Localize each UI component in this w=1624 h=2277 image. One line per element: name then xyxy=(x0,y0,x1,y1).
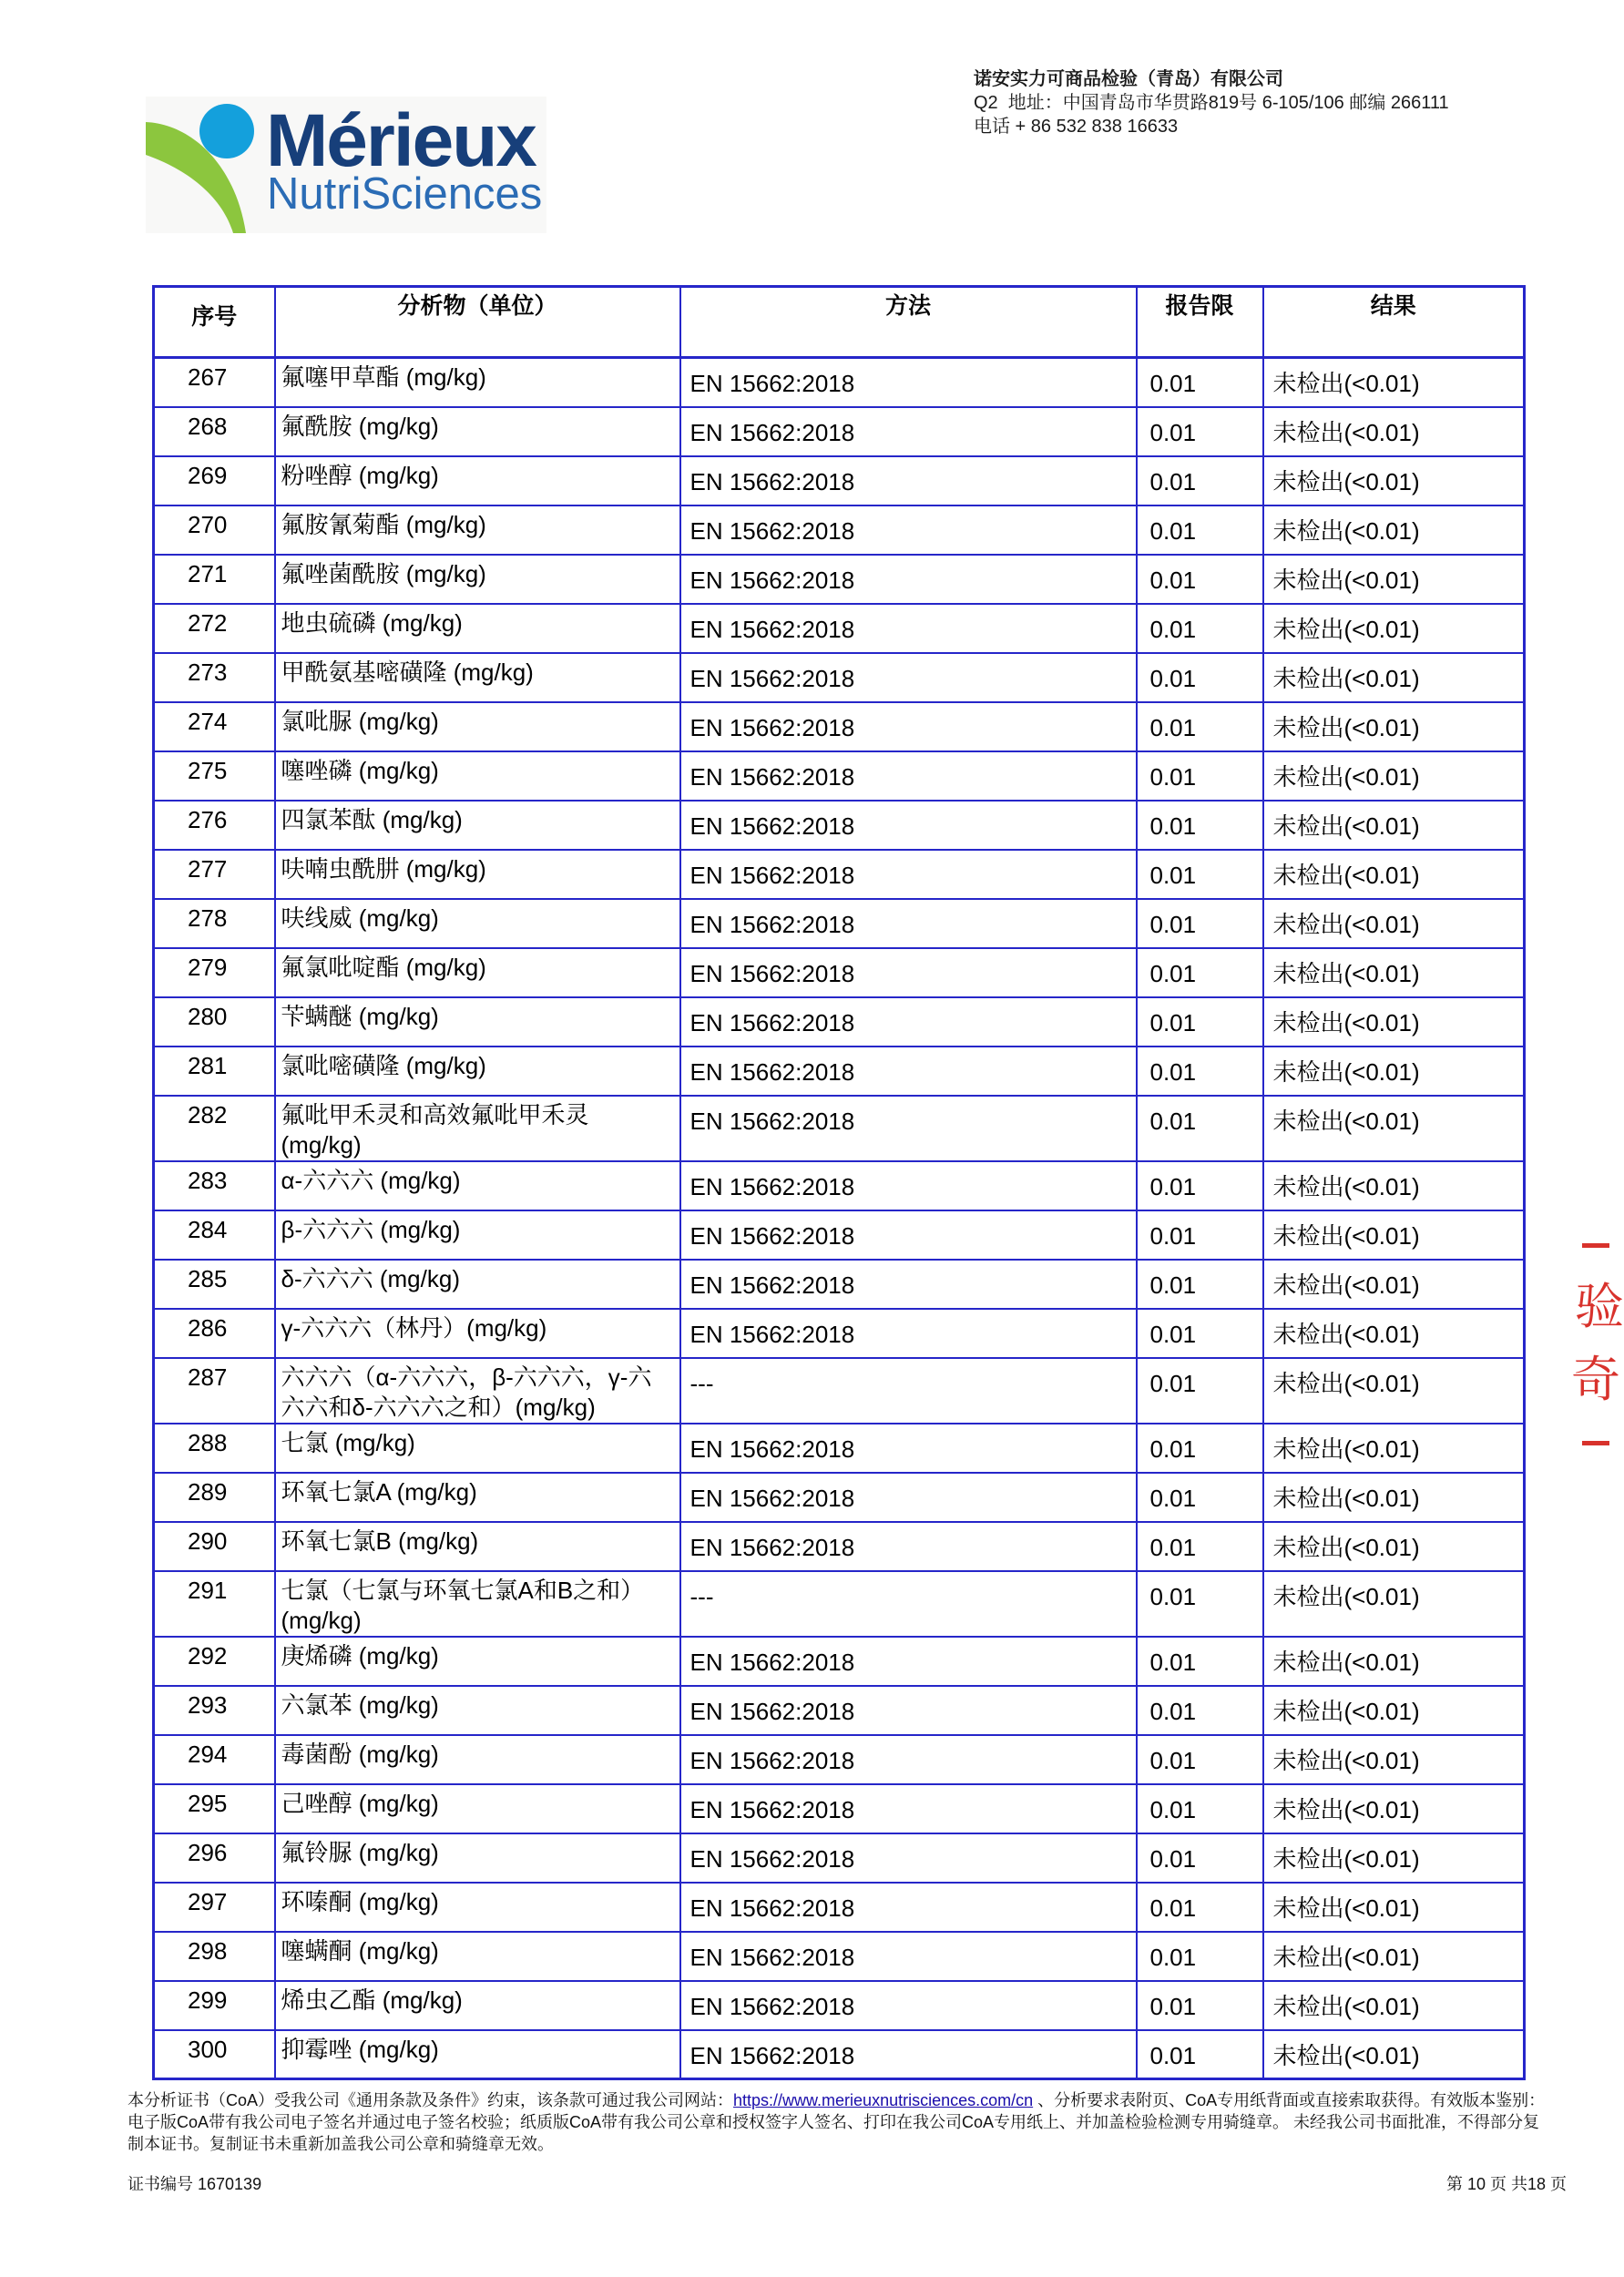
row-number-cell: 293 xyxy=(154,1686,275,1735)
reporting-limit-cell: 0.01 xyxy=(1137,1571,1263,1637)
method-cell: EN 15662:2018 xyxy=(680,1161,1137,1210)
table-row xyxy=(154,1358,1525,1424)
table-row xyxy=(154,1473,1525,1522)
row-number-cell: 267 xyxy=(154,358,275,407)
header-row xyxy=(154,287,1525,358)
analyte-cell: 抑霉唑 (mg/kg) xyxy=(275,2030,680,2079)
analyte-cell: β-六六六 (mg/kg) xyxy=(275,1210,680,1260)
result-cell: 未检出(<0.01) xyxy=(1263,751,1525,801)
result-cell: 未检出(<0.01) xyxy=(1263,1260,1525,1309)
company-phone: 电话 + 86 532 838 16633 xyxy=(974,117,1179,137)
logo-dot xyxy=(199,104,254,158)
reporting-limit-cell: 0.01 xyxy=(1137,1424,1263,1473)
table-row xyxy=(154,1932,1525,1981)
table-row xyxy=(154,850,1525,899)
analyte-cell: 四氯苯酞 (mg/kg) xyxy=(275,801,680,850)
reporting-limit-cell: 0.01 xyxy=(1137,997,1263,1047)
reporting-limit-cell: 0.01 xyxy=(1137,1047,1263,1096)
result-cell: 未检出(<0.01) xyxy=(1263,456,1525,505)
result-cell: 未检出(<0.01) xyxy=(1263,1096,1525,1161)
result-cell: 未检出(<0.01) xyxy=(1263,2030,1525,2079)
table-row xyxy=(154,456,1525,505)
reporting-limit-cell: 0.01 xyxy=(1137,1883,1263,1932)
logo-wordmark: Mérieux xyxy=(266,99,536,182)
reporting-limit-cell: 0.01 xyxy=(1137,1473,1263,1522)
row-number-cell: 270 xyxy=(154,505,275,555)
reporting-limit-cell: 0.01 xyxy=(1137,358,1263,407)
row-number-cell: 296 xyxy=(154,1833,275,1883)
reporting-limit-cell: 0.01 xyxy=(1137,751,1263,801)
result-cell: 未检出(<0.01) xyxy=(1263,702,1525,751)
method-cell: EN 15662:2018 xyxy=(680,653,1137,702)
result-cell: 未检出(<0.01) xyxy=(1263,1309,1525,1358)
reporting-limit-cell: 0.01 xyxy=(1137,2030,1263,2079)
method-cell: --- xyxy=(680,1571,1137,1637)
method-cell: EN 15662:2018 xyxy=(680,1424,1137,1473)
method-cell: EN 15662:2018 xyxy=(680,1260,1137,1309)
result-cell: 未检出(<0.01) xyxy=(1263,997,1525,1047)
result-cell: 未检出(<0.01) xyxy=(1263,1932,1525,1981)
analyte-cell: 甲酰氨基嘧磺隆 (mg/kg) xyxy=(275,653,680,702)
result-cell: 未检出(<0.01) xyxy=(1263,1981,1525,2030)
analyte-cell: 氟铃脲 (mg/kg) xyxy=(275,1833,680,1883)
result-cell: 未检出(<0.01) xyxy=(1263,505,1525,555)
row-number-cell: 277 xyxy=(154,850,275,899)
table-row xyxy=(154,505,1525,555)
stamp-bar-top xyxy=(1582,1243,1609,1248)
reporting-limit-cell: 0.01 xyxy=(1137,456,1263,505)
row-number-cell: 268 xyxy=(154,407,275,456)
result-cell: 未检出(<0.01) xyxy=(1263,948,1525,997)
table-row xyxy=(154,1522,1525,1571)
header-analyte: 分析物（单位） xyxy=(275,287,680,358)
disclaimer-text-continued: 、分析要求表附页、CoA专用纸背面或直接索取获得。有效版本鉴别：电子版CoA带有我公司电子签名并通过电子签名校验；纸质版CoA带有我公司公章和授权签字人签名、打印在我公司CoA专用纸上、并加盖检验检测专用骑缝章。 未经我公司书面批准，不得部分复制本证书。复制证书未重新加盖我公司公章和骑缝章无效。 xyxy=(128,2091,1546,2153)
analyte-cell: 氟胺氰菊酯 (mg/kg) xyxy=(275,505,680,555)
reporting-limit-cell: 0.01 xyxy=(1137,702,1263,751)
results-table-head xyxy=(154,287,1525,358)
analyte-cell: 毒菌酚 (mg/kg) xyxy=(275,1735,680,1784)
method-cell: EN 15662:2018 xyxy=(680,604,1137,653)
reporting-limit-cell: 0.01 xyxy=(1137,1784,1263,1833)
table-row xyxy=(154,899,1525,948)
analyte-cell: 噻唑磷 (mg/kg) xyxy=(275,751,680,801)
method-cell: EN 15662:2018 xyxy=(680,555,1137,604)
reporting-limit-cell: 0.01 xyxy=(1137,1358,1263,1424)
result-cell: 未检出(<0.01) xyxy=(1263,899,1525,948)
reporting-limit-cell: 0.01 xyxy=(1137,801,1263,850)
reporting-limit-cell: 0.01 xyxy=(1137,505,1263,555)
table-row xyxy=(154,358,1525,407)
result-cell: 未检出(<0.01) xyxy=(1263,1784,1525,1833)
method-cell: EN 15662:2018 xyxy=(680,1047,1137,1096)
result-cell: 未检出(<0.01) xyxy=(1263,555,1525,604)
method-cell: EN 15662:2018 xyxy=(680,358,1137,407)
row-number-cell: 285 xyxy=(154,1260,275,1309)
row-number-cell: 278 xyxy=(154,899,275,948)
analyte-cell: 庚烯磷 (mg/kg) xyxy=(275,1637,680,1686)
logo-mark-icon xyxy=(146,97,282,233)
reporting-limit-cell: 0.01 xyxy=(1137,850,1263,899)
table-row xyxy=(154,1047,1525,1096)
analyte-cell: 环嗪酮 (mg/kg) xyxy=(275,1883,680,1932)
row-number-cell: 299 xyxy=(154,1981,275,2030)
table-row xyxy=(154,997,1525,1047)
analyte-cell: 氟吡甲禾灵和高效氟吡甲禾灵 (mg/kg) xyxy=(275,1096,680,1161)
method-cell: --- xyxy=(680,1358,1137,1424)
reporting-limit-cell: 0.01 xyxy=(1137,555,1263,604)
row-number-cell: 272 xyxy=(154,604,275,653)
table-row xyxy=(154,1424,1525,1473)
row-number-cell: 292 xyxy=(154,1637,275,1686)
result-cell: 未检出(<0.01) xyxy=(1263,407,1525,456)
header-reporting-limit: 报告限 xyxy=(1137,287,1263,358)
table-row xyxy=(154,1686,1525,1735)
analyte-cell: 烯虫乙酯 (mg/kg) xyxy=(275,1981,680,2030)
analyte-cell: 氯吡嘧磺隆 (mg/kg) xyxy=(275,1047,680,1096)
analyte-cell: 苄螨醚 (mg/kg) xyxy=(275,997,680,1047)
analyte-cell: δ-六六六 (mg/kg) xyxy=(275,1260,680,1309)
reporting-limit-cell: 0.01 xyxy=(1137,653,1263,702)
table-row xyxy=(154,1784,1525,1833)
row-number-cell: 288 xyxy=(154,1424,275,1473)
reporting-limit-cell: 0.01 xyxy=(1137,1735,1263,1784)
results-table-body xyxy=(154,358,1525,2079)
table-row xyxy=(154,555,1525,604)
method-cell: EN 15662:2018 xyxy=(680,702,1137,751)
company-info xyxy=(974,67,1593,138)
method-cell: EN 15662:2018 xyxy=(680,899,1137,948)
method-cell: EN 15662:2018 xyxy=(680,505,1137,555)
analyte-cell: 己唑醇 (mg/kg) xyxy=(275,1784,680,1833)
reporting-limit-cell: 0.01 xyxy=(1137,1981,1263,2030)
table-row xyxy=(154,1637,1525,1686)
analyte-cell: 环氧七氯B (mg/kg) xyxy=(275,1522,680,1571)
method-cell: EN 15662:2018 xyxy=(680,2030,1137,2079)
reporting-limit-cell: 0.01 xyxy=(1137,1686,1263,1735)
stamp-bar-bottom xyxy=(1582,1441,1609,1445)
row-number-cell: 297 xyxy=(154,1883,275,1932)
table-row xyxy=(154,1210,1525,1260)
company-address: Q2 地址：中国青岛市华贯路819号 6-105/106 邮编 266111 xyxy=(974,93,1449,113)
method-cell: EN 15662:2018 xyxy=(680,1883,1137,1932)
row-number-cell: 298 xyxy=(154,1932,275,1981)
method-cell: EN 15662:2018 xyxy=(680,997,1137,1047)
row-number-cell: 276 xyxy=(154,801,275,850)
analyte-cell: 氟噻甲草酯 (mg/kg) xyxy=(275,358,680,407)
table-row xyxy=(154,948,1525,997)
row-number-cell: 269 xyxy=(154,456,275,505)
result-cell: 未检出(<0.01) xyxy=(1263,1571,1525,1637)
method-cell: EN 15662:2018 xyxy=(680,850,1137,899)
method-cell: EN 15662:2018 xyxy=(680,751,1137,801)
analyte-cell: 六氯苯 (mg/kg) xyxy=(275,1686,680,1735)
reporting-limit-cell: 0.01 xyxy=(1137,1096,1263,1161)
method-cell: EN 15662:2018 xyxy=(680,1735,1137,1784)
table-row xyxy=(154,1833,1525,1883)
result-cell: 未检出(<0.01) xyxy=(1263,1047,1525,1096)
row-number-cell: 300 xyxy=(154,2030,275,2079)
stamp-char: 验 xyxy=(1575,1280,1624,1334)
page-number: 第 10 页 共18 页 xyxy=(1445,2175,1567,2193)
result-cell: 未检出(<0.01) xyxy=(1263,850,1525,899)
row-number-cell: 271 xyxy=(154,555,275,604)
header-result: 结果 xyxy=(1263,287,1525,358)
method-cell: EN 15662:2018 xyxy=(680,1096,1137,1161)
method-cell: EN 15662:2018 xyxy=(680,1637,1137,1686)
result-cell: 未检出(<0.01) xyxy=(1263,653,1525,702)
table-row xyxy=(154,1096,1525,1161)
result-cell: 未检出(<0.01) xyxy=(1263,1686,1525,1735)
result-cell: 未检出(<0.01) xyxy=(1263,1522,1525,1571)
reporting-limit-cell: 0.01 xyxy=(1137,1522,1263,1571)
table-row xyxy=(154,1735,1525,1784)
table-row xyxy=(154,702,1525,751)
method-cell: EN 15662:2018 xyxy=(680,1686,1137,1735)
header-method: 方法 xyxy=(680,287,1137,358)
result-cell: 未检出(<0.01) xyxy=(1263,1473,1525,1522)
result-cell: 未检出(<0.01) xyxy=(1263,1210,1525,1260)
analyte-cell: 噻螨酮 (mg/kg) xyxy=(275,1932,680,1981)
certificate-number: 证书编号 1670139 xyxy=(128,2175,262,2193)
analyte-cell: 氟唑菌酰胺 (mg/kg) xyxy=(275,555,680,604)
table-row xyxy=(154,2030,1525,2079)
table-row xyxy=(154,1981,1525,2030)
row-number-cell: 275 xyxy=(154,751,275,801)
table-row xyxy=(154,751,1525,801)
results-table xyxy=(152,285,1526,2080)
analyte-cell: 氯吡脲 (mg/kg) xyxy=(275,702,680,751)
reporting-limit-cell: 0.01 xyxy=(1137,1210,1263,1260)
analyte-cell: 六六六（α-六六六，β-六六六，γ-六六六和δ-六六六之和）(mg/kg) xyxy=(275,1358,680,1424)
reporting-limit-cell: 0.01 xyxy=(1137,1161,1263,1210)
reporting-limit-cell: 0.01 xyxy=(1137,948,1263,997)
row-number-cell: 286 xyxy=(154,1309,275,1358)
analyte-cell: 氟酰胺 (mg/kg) xyxy=(275,407,680,456)
company-logo xyxy=(146,97,546,233)
method-cell: EN 15662:2018 xyxy=(680,801,1137,850)
method-cell: EN 15662:2018 xyxy=(680,407,1137,456)
analyte-cell: 七氯 (mg/kg) xyxy=(275,1424,680,1473)
website-link[interactable]: https://www.merieuxnutrisciences.com/cn xyxy=(733,2091,1034,2109)
table-row xyxy=(154,1309,1525,1358)
stamp-char: 奇 xyxy=(1571,1353,1620,1407)
row-number-cell: 287 xyxy=(154,1358,275,1424)
row-number-cell: 273 xyxy=(154,653,275,702)
analyte-cell: α-六六六 (mg/kg) xyxy=(275,1161,680,1210)
method-cell: EN 15662:2018 xyxy=(680,1784,1137,1833)
row-number-cell: 291 xyxy=(154,1571,275,1637)
logo-tagline: NutriSciences xyxy=(267,169,543,219)
reporting-limit-cell: 0.01 xyxy=(1137,1833,1263,1883)
analyte-cell: 七氯（七氯与环氧七氯A和B之和）(mg/kg) xyxy=(275,1571,680,1637)
result-cell: 未检出(<0.01) xyxy=(1263,1424,1525,1473)
company-name: 诺安实力可商品检验（青岛）有限公司 xyxy=(974,69,1283,89)
reporting-limit-cell: 0.01 xyxy=(1137,1309,1263,1358)
result-cell: 未检出(<0.01) xyxy=(1263,604,1525,653)
footer-disclaimer xyxy=(128,2089,1553,2155)
result-cell: 未检出(<0.01) xyxy=(1263,1735,1525,1784)
table-row xyxy=(154,801,1525,850)
analyte-cell: 粉唑醇 (mg/kg) xyxy=(275,456,680,505)
row-number-cell: 281 xyxy=(154,1047,275,1096)
reporting-limit-cell: 0.01 xyxy=(1137,1637,1263,1686)
table-row xyxy=(154,1571,1525,1637)
seam-stamp xyxy=(1571,1241,1624,1452)
disclaimer-text: 本分析证书（CoA）受我公司《通用条款及条件》约束，该条款可通过我公司网站： xyxy=(128,2091,734,2109)
reporting-limit-cell: 0.01 xyxy=(1137,604,1263,653)
row-number-cell: 280 xyxy=(154,997,275,1047)
analyte-cell: 地虫硫磷 (mg/kg) xyxy=(275,604,680,653)
row-number-cell: 289 xyxy=(154,1473,275,1522)
result-cell: 未检出(<0.01) xyxy=(1263,358,1525,407)
method-cell: EN 15662:2018 xyxy=(680,1981,1137,2030)
method-cell: EN 15662:2018 xyxy=(680,1932,1137,1981)
analyte-cell: 呋喃虫酰肼 (mg/kg) xyxy=(275,850,680,899)
method-cell: EN 15662:2018 xyxy=(680,1210,1137,1260)
analyte-cell: γ-六六六（林丹）(mg/kg) xyxy=(275,1309,680,1358)
row-number-cell: 290 xyxy=(154,1522,275,1571)
analyte-cell: 环氧七氯A (mg/kg) xyxy=(275,1473,680,1522)
reporting-limit-cell: 0.01 xyxy=(1137,1932,1263,1981)
method-cell: EN 15662:2018 xyxy=(680,1833,1137,1883)
result-cell: 未检出(<0.01) xyxy=(1263,1161,1525,1210)
method-cell: EN 15662:2018 xyxy=(680,1473,1137,1522)
row-number-cell: 294 xyxy=(154,1735,275,1784)
method-cell: EN 15662:2018 xyxy=(680,1309,1137,1358)
table-row xyxy=(154,604,1525,653)
table-row xyxy=(154,1883,1525,1932)
table-row xyxy=(154,653,1525,702)
row-number-cell: 282 xyxy=(154,1096,275,1161)
reporting-limit-cell: 0.01 xyxy=(1137,1260,1263,1309)
result-cell: 未检出(<0.01) xyxy=(1263,1883,1525,1932)
analyte-cell: 呋线威 (mg/kg) xyxy=(275,899,680,948)
row-number-cell: 279 xyxy=(154,948,275,997)
row-number-cell: 283 xyxy=(154,1161,275,1210)
reporting-limit-cell: 0.01 xyxy=(1137,407,1263,456)
result-cell: 未检出(<0.01) xyxy=(1263,801,1525,850)
method-cell: EN 15662:2018 xyxy=(680,948,1137,997)
result-cell: 未检出(<0.01) xyxy=(1263,1358,1525,1424)
result-cell: 未检出(<0.01) xyxy=(1263,1637,1525,1686)
row-number-cell: 284 xyxy=(154,1210,275,1260)
table-row xyxy=(154,1161,1525,1210)
result-cell: 未检出(<0.01) xyxy=(1263,1833,1525,1883)
method-cell: EN 15662:2018 xyxy=(680,456,1137,505)
row-number-cell: 295 xyxy=(154,1784,275,1833)
table-row xyxy=(154,1260,1525,1309)
table-row xyxy=(154,407,1525,456)
method-cell: EN 15662:2018 xyxy=(680,1522,1137,1571)
reporting-limit-cell: 0.01 xyxy=(1137,899,1263,948)
analyte-cell: 氟氯吡啶酯 (mg/kg) xyxy=(275,948,680,997)
row-number-cell: 274 xyxy=(154,702,275,751)
header-row-number: 序号 xyxy=(154,287,275,358)
